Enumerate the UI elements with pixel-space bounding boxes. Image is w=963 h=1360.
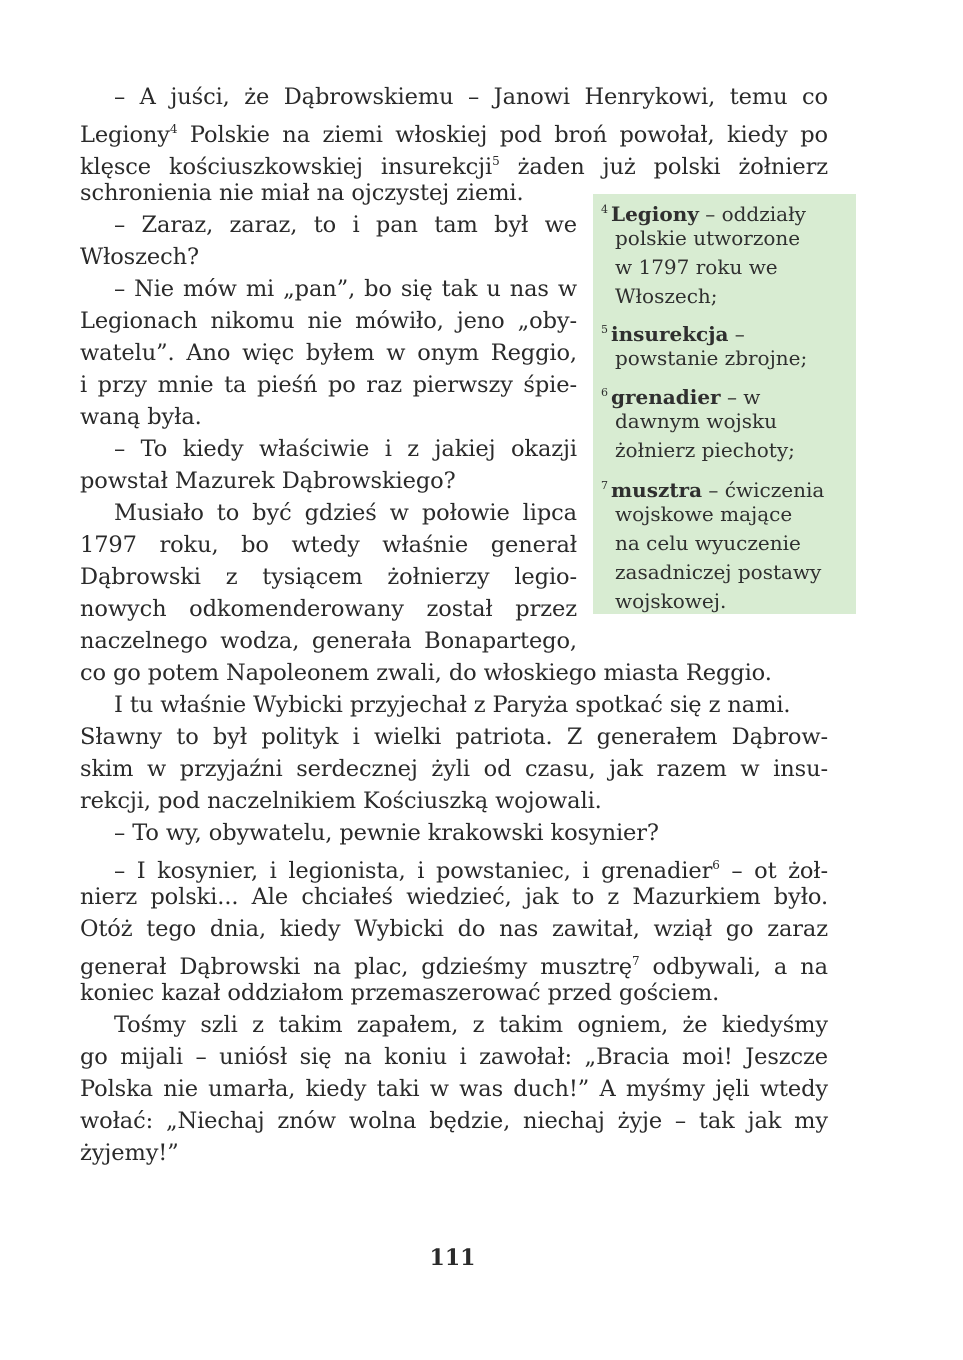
text-line: naczelnego wodza, generała Bonapartego, bbox=[80, 628, 577, 654]
text-line: co go potem Napoleonem zwali, do włoskiego miasta Reggio. bbox=[80, 660, 772, 686]
text-line: – Nie mów mi „pan”, bo się tak u nas w bbox=[114, 276, 577, 302]
text-line: skim w przyjaźni serdecznej żyli od czasu, jak razem w insu- bbox=[80, 756, 828, 782]
text-line: koniec kazał oddziałom przemaszerować przed gościem. bbox=[80, 980, 720, 1006]
glossary-definition-line: zasadniczej postawy bbox=[615, 560, 822, 584]
text-line: Włoszech? bbox=[80, 244, 199, 270]
text-line: 1797 roku, bo wtedy właśnie generał bbox=[80, 532, 577, 558]
text-line: schronienia nie miał na ojczystej ziemi. bbox=[80, 180, 524, 206]
footnote-ref: 6 bbox=[712, 858, 720, 872]
glossary-definition-line: Włoszech; bbox=[615, 284, 718, 308]
glossary-definition-line: wojskowej. bbox=[615, 589, 727, 613]
text-line: waną była. bbox=[80, 404, 202, 430]
text-line: Legionach nikomu nie mówiło, jeno „oby- bbox=[80, 308, 577, 334]
text-line: i przy mnie ta pieśń po raz pierwszy śpie- bbox=[80, 372, 577, 398]
text-line: żyjemy!” bbox=[80, 1140, 179, 1166]
text-line: Legiony$^4$ Polskie na ziemi włoskiej pod broń powołał, kiedy po bbox=[80, 122, 828, 148]
glossary-entry-legiony: $^4$ Legiony – oddziały bbox=[601, 202, 806, 226]
glossary-entry-grenadier: $^6$ grenadier – w bbox=[601, 385, 761, 409]
text-line: – Zaraz, zaraz, to i pan tam był we bbox=[114, 212, 577, 238]
text-line: nowych odkomenderowany został przez bbox=[80, 596, 577, 622]
glossary-definition-line: dawnym wojsku bbox=[615, 409, 777, 433]
footnote-ref: 5 bbox=[492, 154, 500, 168]
glossary-entry-musztra: $^7$ musztra – ćwiczenia bbox=[601, 478, 825, 502]
glossary-box bbox=[593, 194, 856, 614]
text-line: – To kiedy właściwie i z jakiej okazji bbox=[114, 436, 577, 462]
text-line: – To wy, obywatelu, pewnie krakowski kosynier? bbox=[114, 820, 659, 846]
text-line: wołać: „Niechaj znów wolna będzie, niechaj żyje – tak jak my bbox=[80, 1108, 828, 1134]
glossary-entry-insurekcja: $^5$ insurekcja – bbox=[601, 322, 745, 346]
text-line: rekcji, pod naczelnikiem Kościuszką wojowali. bbox=[80, 788, 602, 814]
footnote-ref: 4 bbox=[169, 122, 178, 136]
glossary-definition-line: wojskowe mające bbox=[615, 502, 793, 526]
text-line: – I kosynier, i legionista, i powstaniec, i grenadier$^6$ – ot żoł- bbox=[114, 858, 828, 884]
text-line: Sławny to był polityk i wielki patriota. Z generałem Dąbrow- bbox=[80, 724, 828, 750]
page-number: 111 bbox=[429, 1245, 476, 1271]
text-line: go mijali – uniósł się na koniu i zawołał: „Bracia moi! Jeszcze bbox=[80, 1044, 828, 1070]
text-line: Musiało to być gdzieś w połowie lipca bbox=[114, 500, 577, 526]
text-line: watelu”. Ano więc byłem w onym Reggio, bbox=[80, 340, 577, 366]
text-line: klęsce kościuszkowskiej insurekcji$^5$ żaden już polski żołnierz bbox=[80, 154, 829, 180]
text-line: powstał Mazurek Dąbrowskiego? bbox=[80, 468, 456, 494]
footnote-ref: 7 bbox=[631, 954, 640, 968]
text-line: nierz polski... Ale chciałeś wiedzieć, jak to z Mazurkiem było. bbox=[80, 884, 828, 910]
glossary-definition-line: powstanie zbrojne; bbox=[615, 346, 808, 370]
text-line: I tu właśnie Wybicki przyjechał z Paryża spotkać się z nami. bbox=[114, 692, 791, 718]
glossary-definition-line: w 1797 roku we bbox=[615, 255, 778, 279]
glossary-definition-line: żołnierz piechoty; bbox=[615, 438, 795, 462]
text-line: Dąbrowski z tysiącem żołnierzy legio- bbox=[80, 564, 577, 590]
text-line: generał Dąbrowski na plac, gdzieśmy musztrę$^7$ odbywali, a na bbox=[80, 954, 828, 980]
glossary-definition-line: na celu wyuczenie bbox=[615, 531, 801, 555]
text-line: – A juści, że Dąbrowskiemu – Janowi Henrykowi, temu co bbox=[114, 84, 828, 110]
text-line: Polska nie umarła, kiedy taki w was duch!” A myśmy jęli wtedy bbox=[80, 1076, 828, 1102]
text-line: Otóż tego dnia, kiedy Wybicki do nas zawitał, wziął go zaraz bbox=[80, 916, 828, 942]
text-line: Tośmy szli z takim zapałem, z takim ogniem, że kiedyśmy bbox=[114, 1012, 828, 1038]
glossary-definition-line: polskie utworzone bbox=[615, 226, 801, 250]
